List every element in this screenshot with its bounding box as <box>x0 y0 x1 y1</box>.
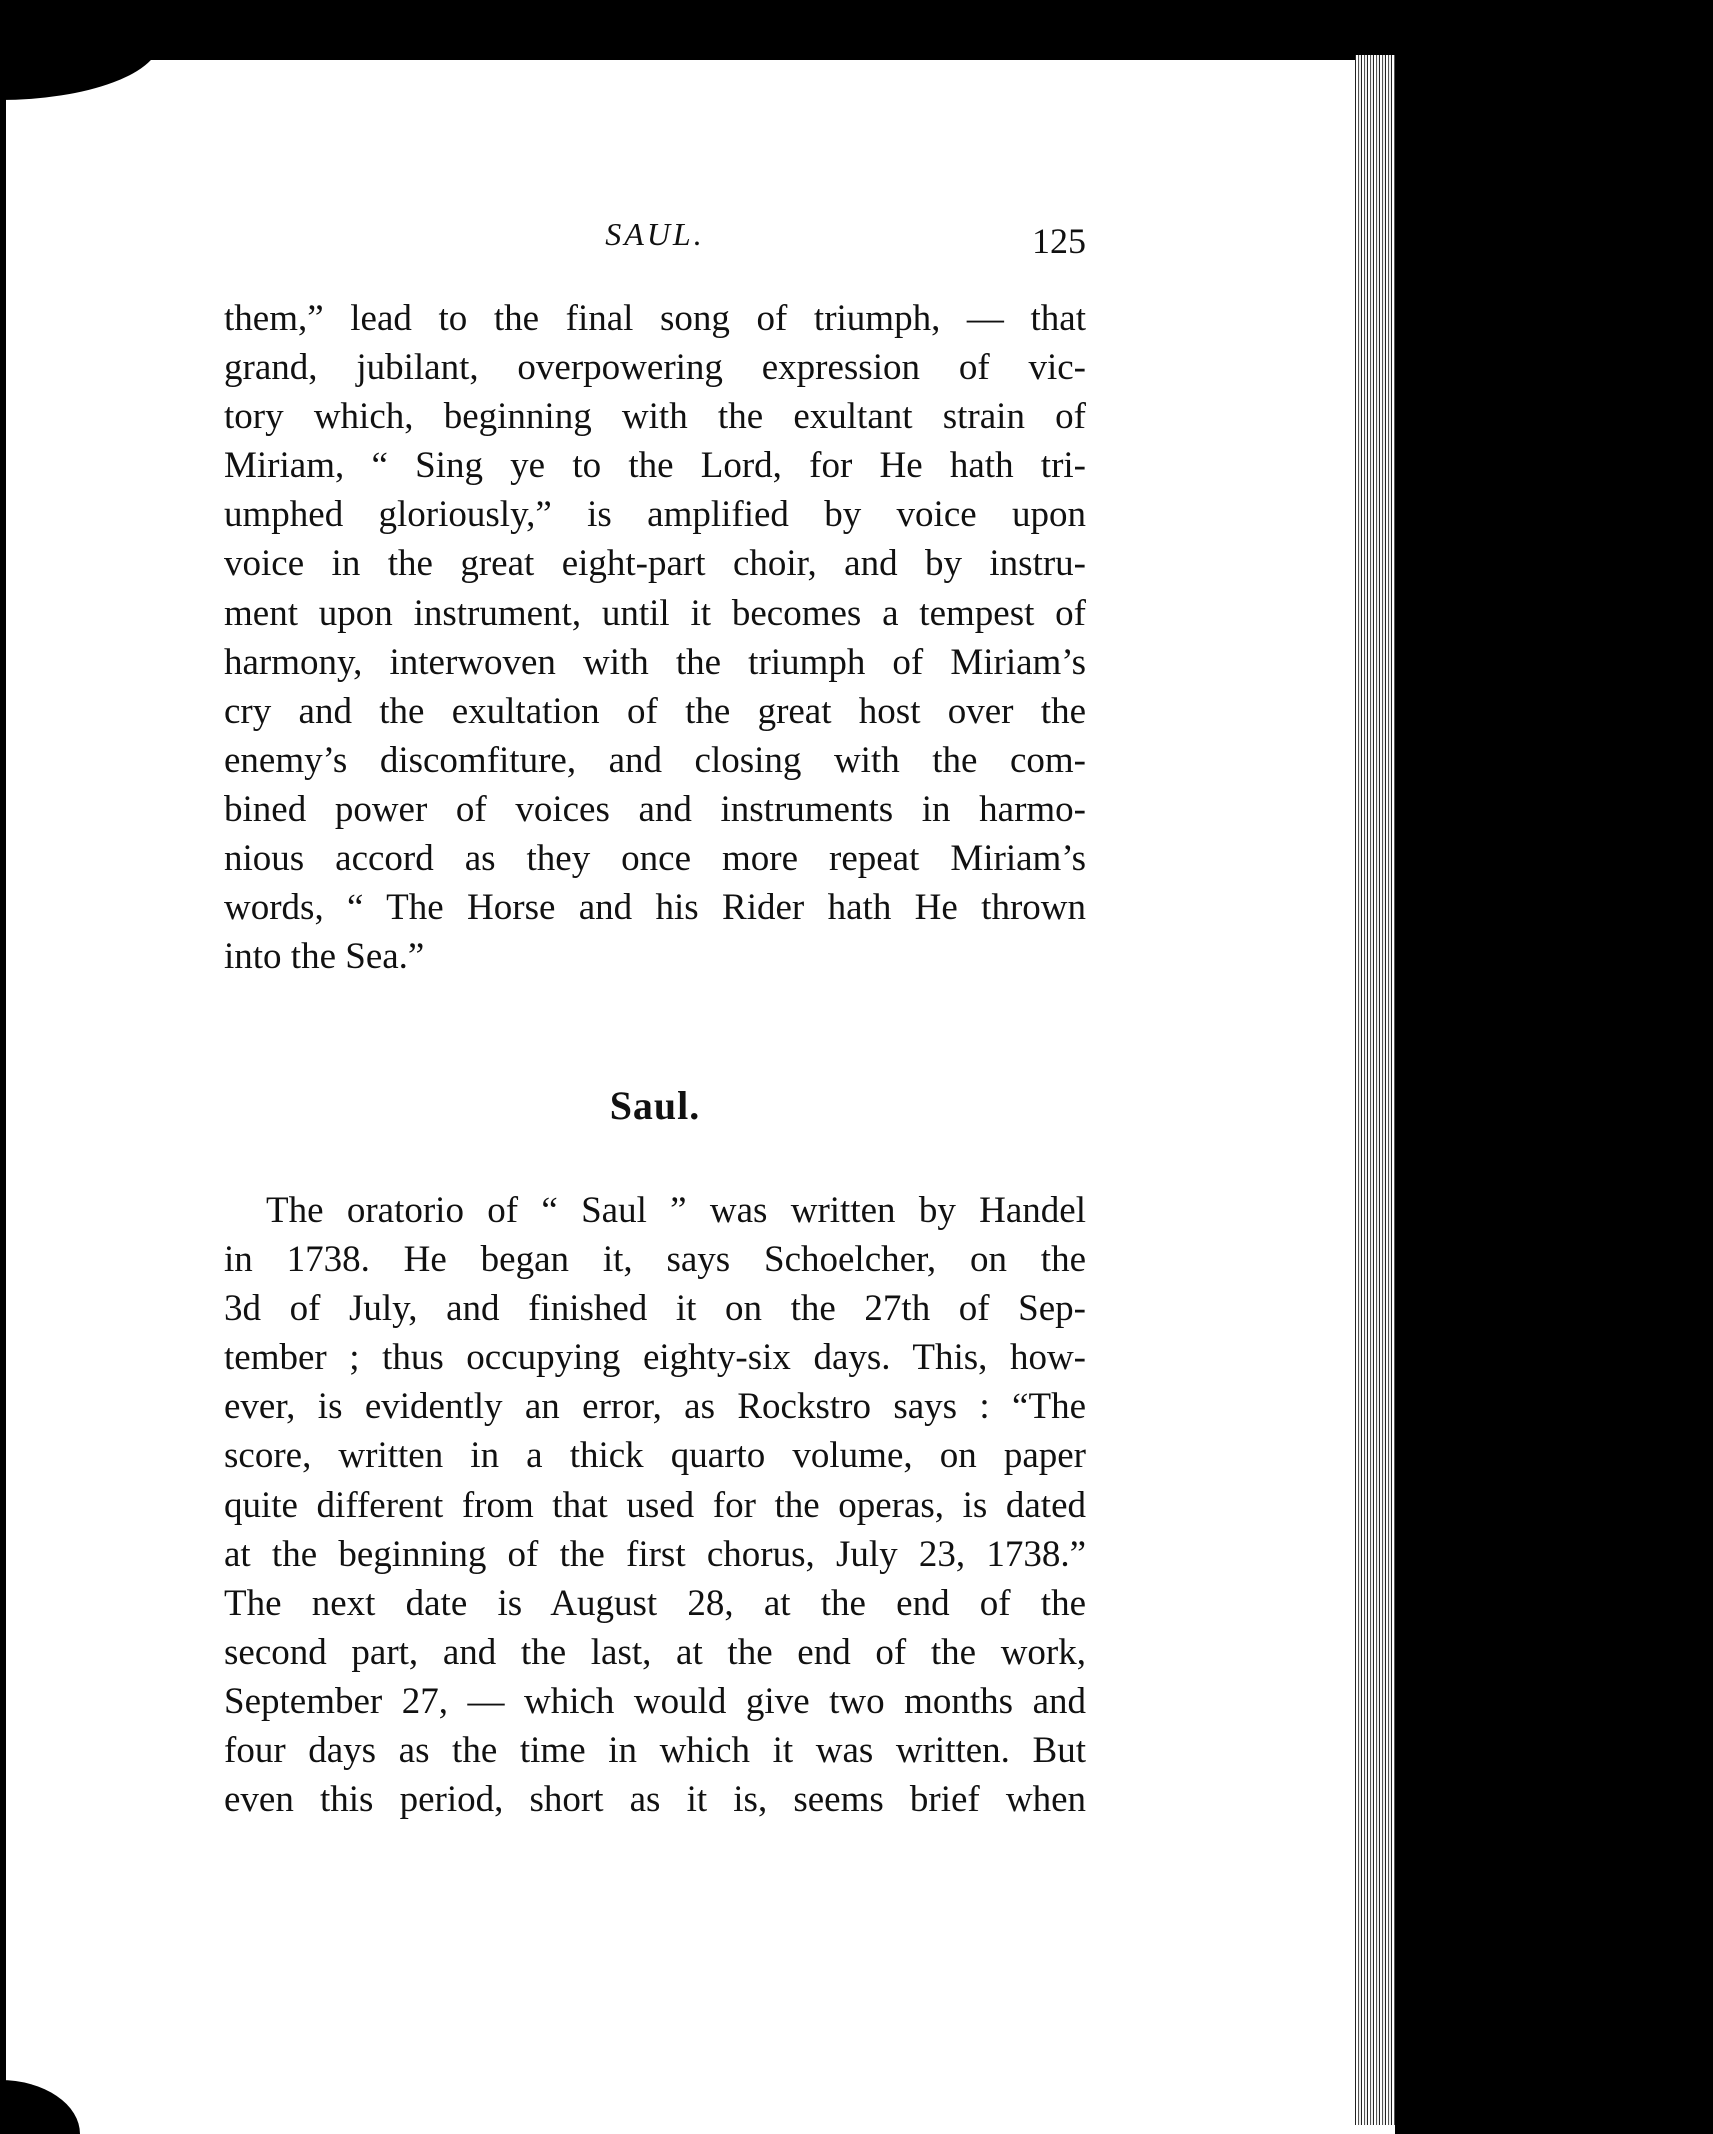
scan-border-top-curve <box>0 40 160 100</box>
text-line: words, “ The Horse and his Rider hath He thrown <box>224 887 1086 929</box>
text-line: enemy’s discomfiture, and closing with the com- <box>224 739 1086 781</box>
text-line: nious accord as they once more repeat Miriam’s <box>224 838 1086 880</box>
text-line: 3d of July, and finished it on the 27th of Sep- <box>224 1288 1086 1330</box>
text-line: tory which, beginning with the exultant strain of <box>224 396 1086 438</box>
text-line: ever, is evidently an error, as Rockstro says : “The <box>224 1386 1086 1428</box>
text-line: The next date is August 28, at the end of the <box>224 1582 1086 1624</box>
page-number: 125 <box>1032 221 1086 261</box>
paragraph-1 <box>224 294 1086 981</box>
text-line: tember ; thus occupying eighty-six days. This, how- <box>224 1337 1086 1379</box>
text-line: at the beginning of the first chorus, July 23, 1738.” <box>224 1533 1086 1575</box>
text-line: four days as the time in which it was written. But <box>224 1730 1086 1772</box>
scan-border-left <box>0 60 6 2134</box>
text-line: September 27, — which would give two months and <box>224 1680 1086 1722</box>
text-line: in 1738. He began it, says Schoelcher, on the <box>224 1239 1086 1281</box>
text-line: them,” lead to the final song of triumph, — that <box>224 298 1086 339</box>
text-line: score, written in a thick quarto volume, on paper <box>224 1435 1086 1477</box>
text-line: cry and the exultation of the great host over the <box>224 690 1086 732</box>
text-line: umphed gloriously,” is amplified by voice upon <box>224 494 1086 536</box>
book-page-edges <box>1355 55 1395 2125</box>
scan-border-bottom-curve <box>0 2080 80 2134</box>
text-line: voice in the great eight-part choir, and by instru- <box>224 543 1086 585</box>
running-title: SAUL. <box>605 216 705 252</box>
text-line: harmony, interwoven with the triumph of Miriam’s <box>224 641 1086 683</box>
scan-border-right <box>1395 0 1713 2134</box>
text-line: Miriam, “ Sing ye to the Lord, for He hath tri- <box>224 445 1086 487</box>
text-line: The oratorio of “ Saul ” was written by Handel <box>266 1190 1086 1231</box>
section-heading: Saul. <box>609 1083 701 1128</box>
running-head <box>224 216 1086 266</box>
text-line: ment upon instrument, until it becomes a tempest of <box>224 592 1086 634</box>
text-line: second part, and the last, at the end of the work, <box>224 1631 1086 1673</box>
paragraph-2 <box>224 1186 1086 1824</box>
text-line: into the Sea.” <box>224 936 425 978</box>
text-line: bined power of voices and instruments in harmo- <box>224 788 1086 830</box>
text-line: quite different from that used for the operas, is dated <box>224 1484 1086 1526</box>
text-line: grand, jubilant, overpowering expression of vic- <box>224 347 1086 389</box>
text-line: even this period, short as it is, seems brief when <box>224 1779 1086 1821</box>
